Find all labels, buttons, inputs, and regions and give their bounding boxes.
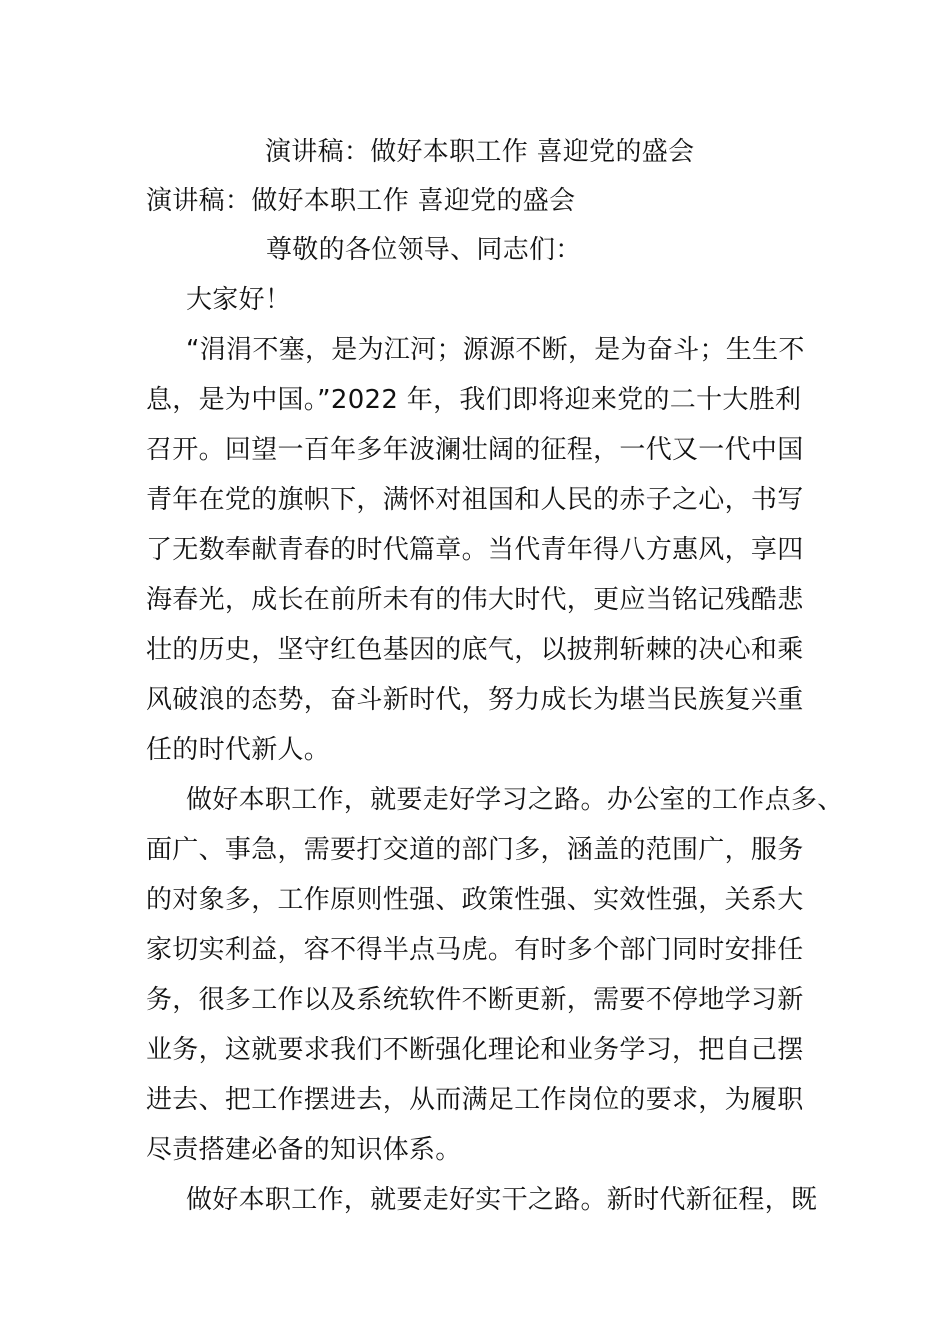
paragraph2-line: 尽责搭建必备的知识体系。 (146, 1135, 462, 1165)
paragraph1-line: 壮的历史，坚守红色基因的底气，以披荆斩棘的决心和乘 (146, 635, 804, 665)
paragraph1-line: 任的时代新人。 (146, 735, 331, 765)
paragraph2-line: 做好本职工作，就要走好学习之路。办公室的工作点多、 (186, 785, 844, 815)
salutation: 尊敬的各位领导、同志们： (266, 235, 582, 265)
paragraph1-line: 海春光，成长在前所未有的伟大时代，更应当铭记残酷悲 (146, 585, 804, 615)
paragraph1-line: 召开。回望一百年多年波澜壮阔的征程，一代又一代中国 (146, 435, 804, 465)
paragraph2-line: 务，很多工作以及系统软件不断更新，需要不停地学习新 (146, 985, 804, 1015)
paragraph1-line: 青年在党的旗帜下，满怀对祖国和人民的赤子之心，书写 (146, 485, 804, 515)
greeting: 大家好！ (186, 285, 292, 315)
paragraph1-line: 风破浪的态势，奋斗新时代，努力成长为堪当民族复兴重 (146, 685, 804, 715)
paragraph2-line: 的对象多，工作原则性强、政策性强、实效性强，关系大 (146, 885, 804, 915)
paragraph2-line: 家切实利益，容不得半点马虎。有时多个部门同时安排任 (146, 935, 804, 965)
paragraph3-line: 做好本职工作，就要走好实干之路。新时代新征程，既 (186, 1185, 818, 1215)
document-title: 演讲稿：做好本职工作 喜迎党的盛会 (265, 137, 695, 167)
paragraph2-line: 进去、把工作摆进去，从而满足工作岗位的要求，为履职 (146, 1085, 804, 1115)
paragraph1-line: 息，是为中国。”2022 年，我们即将迎来党的二十大胜利 (146, 385, 802, 415)
document-subtitle: 演讲稿：做好本职工作 喜迎党的盛会 (146, 186, 576, 216)
paragraph2-line: 面广、事急，需要打交道的部门多，涵盖的范围广，服务 (146, 835, 804, 865)
paragraph2-line: 业务，这就要求我们不断强化理论和业务学习，把自己摆 (146, 1035, 804, 1065)
paragraph1-line: 了无数奉献青春的时代篇章。当代青年得八方惠风，享四 (146, 535, 804, 565)
paragraph1-line: “涓涓不塞，是为江河；源源不断，是为奋斗；生生不 (186, 335, 805, 365)
